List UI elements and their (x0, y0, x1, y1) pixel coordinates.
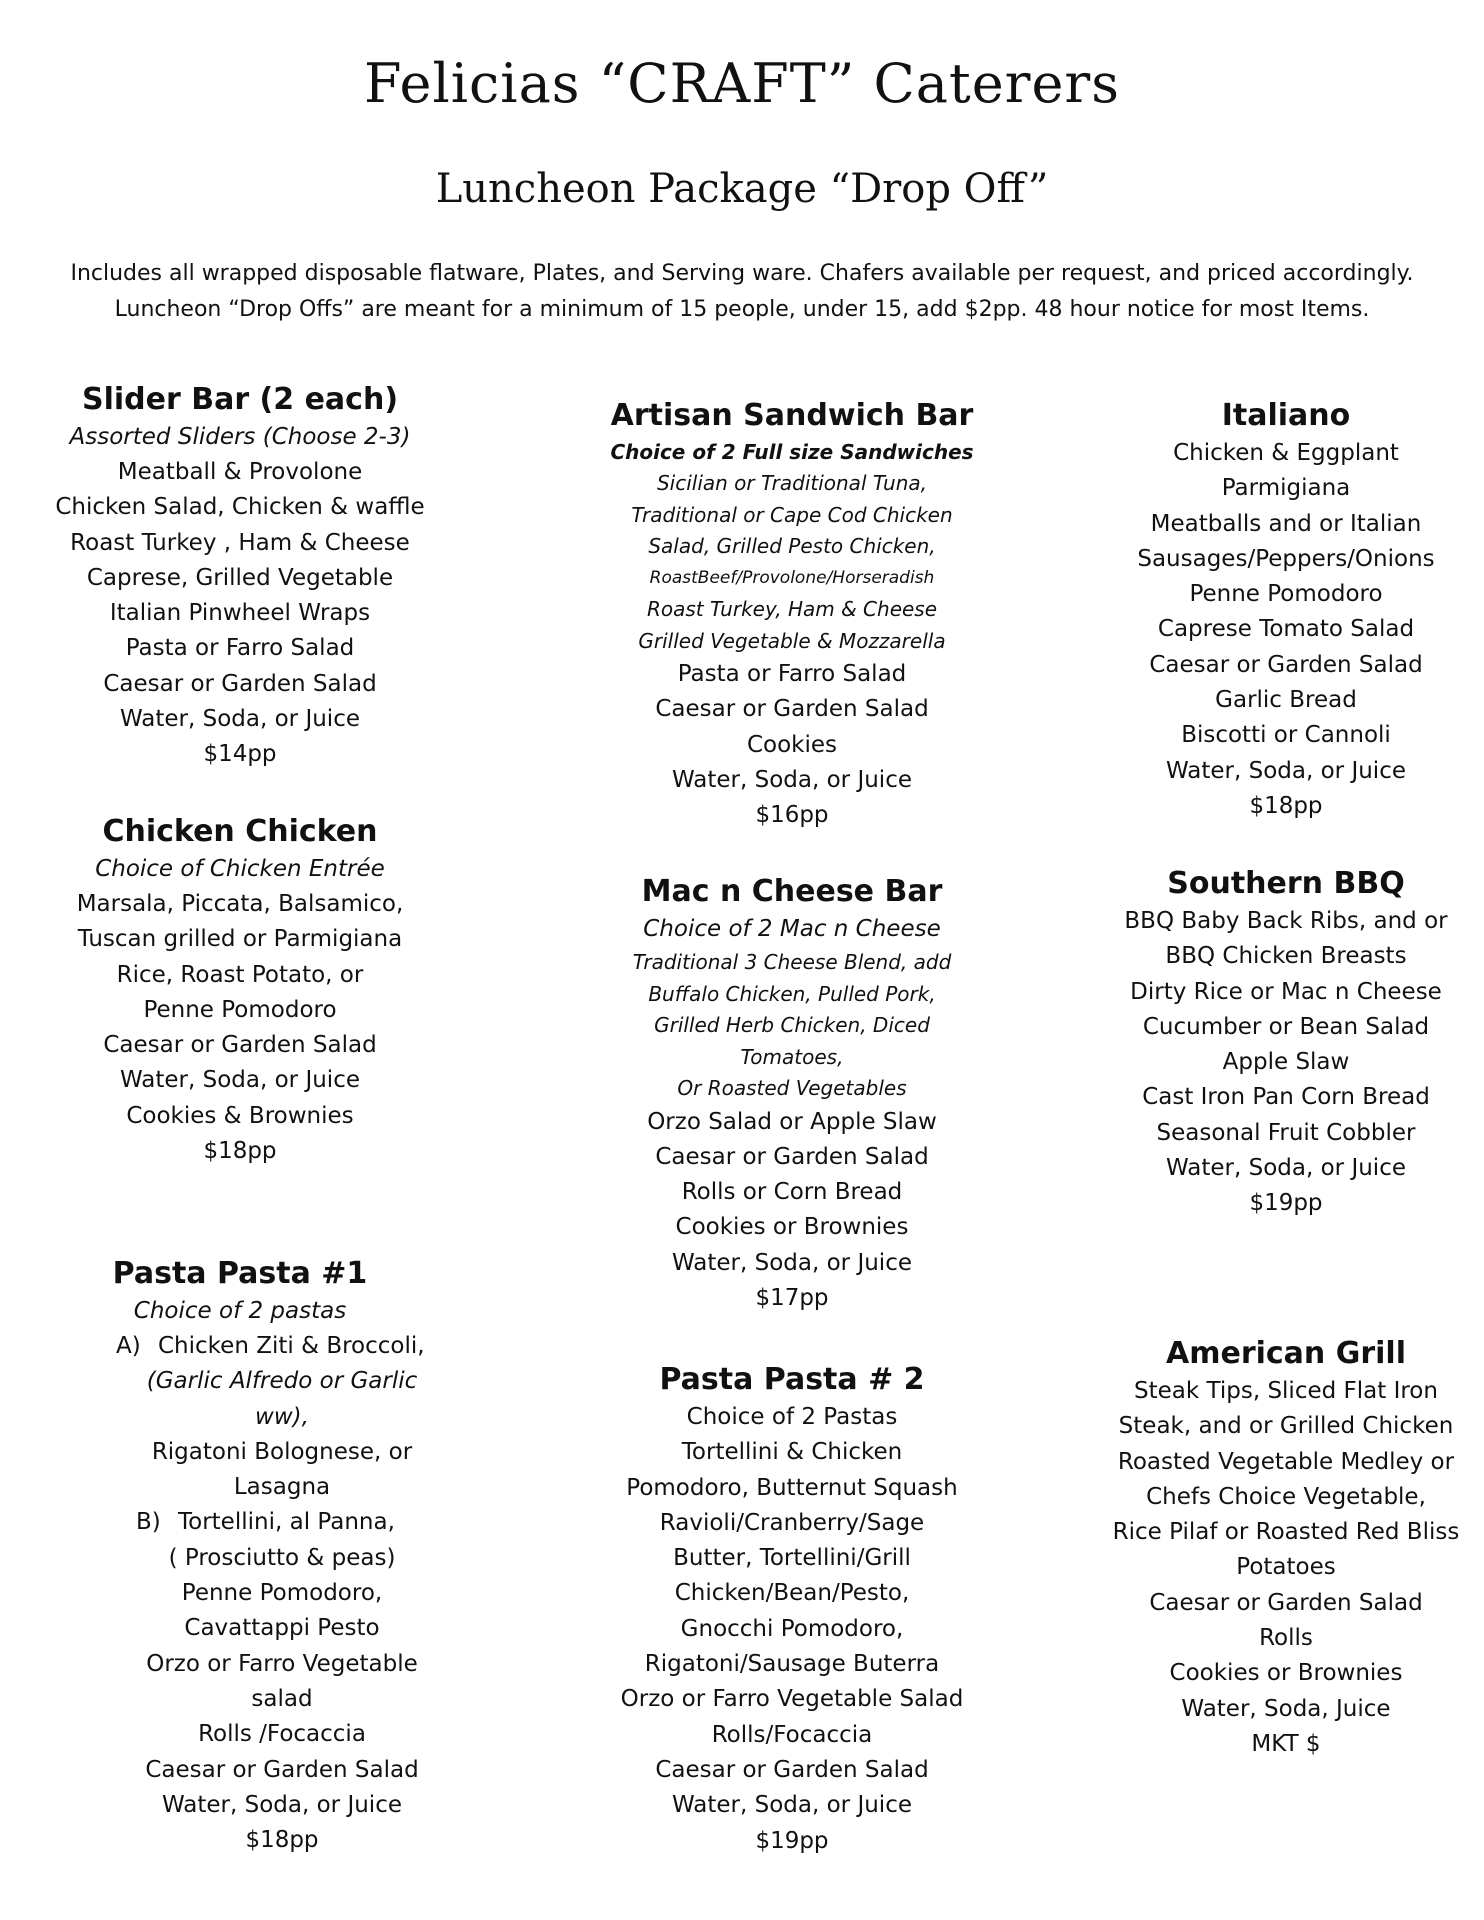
section-mac-n-cheese-bar (592, 872, 992, 1316)
menu-item: Caesar or Garden Salad (145, 1756, 419, 1783)
menu-item: Grilled Herb Chicken, Diced (654, 1013, 930, 1037)
menu-item: Gnocchi Pomodoro, (680, 1615, 904, 1642)
menu-item: Buffalo Chicken, Pulled Pork, (648, 981, 936, 1006)
menu-item: Lasagna (233, 1474, 331, 1501)
section-title: Chicken Chicken (102, 814, 378, 849)
menu-item: Caprese Tomato Salad (1157, 616, 1415, 643)
menu-item: Orzo Salad or Apple Slaw (647, 1108, 937, 1135)
section-italiano (1086, 396, 1484, 824)
menu-item: Parmigiana (1221, 475, 1351, 502)
section-slider-bar (40, 380, 440, 773)
menu-item: Caesar or Garden Salad (1149, 1589, 1423, 1616)
section-title: Artisan Sandwich Bar (610, 398, 974, 433)
intro-text (40, 256, 1444, 328)
menu-item: Rigatoni/Sausage Buterra (644, 1651, 940, 1678)
menu-item: Water, Soda, or Juice (672, 766, 912, 793)
option-label: Chicken Ziti & Broccoli, (158, 1333, 425, 1359)
menu-item: Salad, Grilled Pesto Chicken, (648, 534, 936, 558)
menu-item: Water, Soda, or Juice (120, 706, 360, 733)
menu-item: Choice of 2 Pastas (686, 1404, 898, 1430)
menu-item: Rolls /Focaccia (198, 1721, 366, 1748)
section-subtitle: Choice of 2 pastas (133, 1298, 347, 1324)
menu-item: Traditional or Cape Cod Chicken (631, 502, 953, 527)
section-title: Italiano (1221, 398, 1351, 433)
menu-item: Steak Tips, Sliced Flat Iron (1134, 1378, 1438, 1404)
menu-item: Caprese, Grilled Vegetable (86, 564, 394, 591)
menu-item: Penne Pomodoro, (181, 1580, 383, 1607)
option-a (116, 1329, 516, 1364)
menu-item: Butter, Tortellini/Grill (673, 1545, 911, 1572)
menu-item: Garlic Bread (1215, 687, 1357, 714)
menu-item: Steak, and or Grilled Chicken (1118, 1413, 1454, 1440)
menu-item: Penne Pomodoro (143, 996, 337, 1023)
menu-item: Ravioli/Cranberry/Sage (659, 1509, 925, 1536)
price: $17pp (755, 1284, 829, 1311)
menu-item: Rigatoni Bolognese, or (151, 1438, 413, 1465)
menu-item: Rolls (1259, 1625, 1313, 1652)
menu-item: Cookies or Brownies (675, 1214, 909, 1241)
price: $16pp (755, 802, 829, 829)
menu-item: Apple Slaw (1222, 1049, 1350, 1076)
menu-item: Caesar or Garden Salad (103, 1032, 377, 1059)
menu-item: Or Roasted Vegetables (677, 1076, 907, 1100)
menu-item: Seasonal Fruit Cobbler (1156, 1119, 1416, 1146)
section-title: Mac n Cheese Bar (641, 874, 943, 909)
section-american-grill (1086, 1334, 1484, 1762)
menu-item: Caesar or Garden Salad (655, 1756, 929, 1783)
menu-item: Chicken Salad, Chicken & waffle (55, 494, 425, 521)
page-subtitle: Luncheon Package “Drop Off” (435, 166, 1049, 212)
section-subtitle: Choice of Chicken Entrée (95, 856, 385, 882)
menu-item: Cucumber or Bean Salad (1142, 1013, 1430, 1040)
menu-item: Grilled Vegetable & Mozzarella (638, 628, 946, 653)
price: $18pp (1249, 792, 1323, 819)
menu-item: Chicken/Bean/Pesto, (674, 1580, 910, 1607)
menu-item: Cookies (746, 731, 838, 758)
menu-item: Pasta or Farro Salad (125, 635, 355, 662)
menu-item: Potatoes (1236, 1554, 1336, 1581)
price: $19pp (755, 1827, 829, 1854)
menu-item: Chefs Choice Vegetable, (1146, 1483, 1426, 1510)
menu-item: Water, Soda, or Juice (162, 1791, 402, 1818)
section-pasta-pasta-1 (40, 1254, 440, 1858)
menu-item: Meatballs and or Italian (1150, 510, 1422, 537)
section-title: Slider Bar (2 each) (81, 382, 399, 417)
page-title: Felicias “CRAFT” Caterers (364, 52, 1120, 115)
section-title: Southern BBQ (1167, 866, 1405, 901)
menu-item: Caesar or Garden Salad (103, 670, 377, 697)
section-southern-bbq (1086, 864, 1484, 1222)
menu-item: Rolls or Corn Bread (681, 1179, 903, 1206)
menu-item: Chicken & Eggplant (1173, 440, 1399, 466)
menu-item: Biscotti or Cannoli (1181, 722, 1391, 749)
menu-item: ( Prosciutto & peas) (168, 1544, 396, 1571)
menu-item: Rice, Roast Potato, or (116, 961, 364, 988)
menu-item: Water, Soda, or Juice (1166, 757, 1406, 784)
option-marker: B) (136, 1509, 161, 1536)
menu-item: Sicilian or Traditional Tuna, (656, 471, 928, 495)
menu-item: Roast Turkey, Ham & Cheese (646, 597, 938, 621)
menu-item: RoastBeef/Provolone/Horseradish (649, 567, 935, 588)
menu-item: Rice Pilaf or Roasted Red Bliss (1112, 1519, 1460, 1546)
menu-item: Cast Iron Pan Corn Bread (1142, 1084, 1430, 1111)
menu-item: Dirty Rice or Mac n Cheese (1130, 978, 1442, 1005)
section-title: American Grill (1166, 1336, 1406, 1371)
section-pasta-pasta-2 (592, 1360, 992, 1859)
menu-item: Rolls/Focaccia (711, 1721, 873, 1748)
menu-item: Caesar or Garden Salad (1149, 651, 1423, 678)
menu-item: Cookies or Brownies (1169, 1660, 1403, 1687)
intro-line-2: Luncheon “Drop Offs” are meant for a minimum of 15 people, under 15, add $2pp. 48 hour notice for most Items. (114, 297, 1370, 322)
intro-line-1: Includes all wrapped disposable flatware, Plates, and Serving ware. Chafers available per request, and priced accordingly. (70, 261, 1414, 286)
section-subtitle: Assorted Sliders (Choose 2-3) (69, 424, 411, 450)
menu-item: Marsala, Piccata, Balsamico, (76, 891, 404, 917)
menu-item: Italian Pinwheel Wraps (109, 600, 371, 627)
section-artisan-sandwich-bar (592, 396, 992, 833)
section-subtitle: Choice of 2 Mac n Cheese (643, 916, 941, 942)
menu-item: Orzo or Farro Vegetable Salad (620, 1686, 964, 1713)
menu-item: Roasted Vegetable Medley or (1117, 1448, 1455, 1475)
price: $18pp (203, 1138, 277, 1165)
menu-item: Water, Soda, or Juice (672, 1792, 912, 1819)
option-note: (Garlic Alfredo or Garlic ww), (146, 1368, 418, 1430)
price: $19pp (1249, 1190, 1323, 1217)
menu-item: Pasta or Farro Salad (677, 661, 907, 687)
menu-item: Water, Soda, or Juice (672, 1249, 912, 1276)
menu-item: Meatball & Provolone (117, 459, 363, 485)
menu-item: Caesar or Garden Salad (655, 1143, 929, 1170)
menu-item: Penne Pomodoro (1189, 581, 1383, 608)
menu-item: Water, Soda, Juice (1181, 1695, 1391, 1722)
menu-item: Water, Soda, or Juice (1166, 1155, 1406, 1182)
menu-item: Roast Turkey , Ham & Cheese (70, 529, 410, 556)
section-subtitle: Choice of 2 Full size Sandwiches (610, 440, 974, 464)
price: $14pp (203, 741, 277, 768)
menu-item: Caesar or Garden Salad (655, 696, 929, 723)
menu-item: BBQ Baby Back Ribs, and or (1124, 908, 1448, 934)
section-chicken-chicken (40, 812, 440, 1169)
menu-item: BBQ Chicken Breasts (1165, 943, 1407, 970)
menu-item: Water, Soda, or Juice (120, 1067, 360, 1094)
option-marker: A) (116, 1333, 141, 1359)
option-b (136, 1505, 536, 1540)
section-title: Pasta Pasta # 2 (659, 1362, 925, 1397)
price: $18pp (245, 1827, 319, 1854)
menu-item: Sausages/Peppers/Onions (1137, 545, 1435, 572)
menu-item: Tuscan grilled or Parmigiana (77, 926, 403, 953)
menu-item: Cavattappi Pesto (184, 1615, 380, 1642)
price: MKT $ (1251, 1730, 1321, 1757)
section-title: Pasta Pasta #1 (112, 1256, 368, 1291)
menu-item: Cookies & Brownies (126, 1102, 354, 1129)
menu-item: Tortellini & Chicken (681, 1439, 903, 1466)
menu-item: Traditional 3 Cheese Blend, add (632, 950, 952, 974)
menu-item: Orzo or Farro Vegetable salad (146, 1650, 418, 1712)
menu-item: Pomodoro, Butternut Squash (626, 1474, 958, 1501)
option-label: Tortellini, al Panna, (178, 1509, 395, 1536)
menu-item: Tomatoes, (740, 1044, 844, 1069)
